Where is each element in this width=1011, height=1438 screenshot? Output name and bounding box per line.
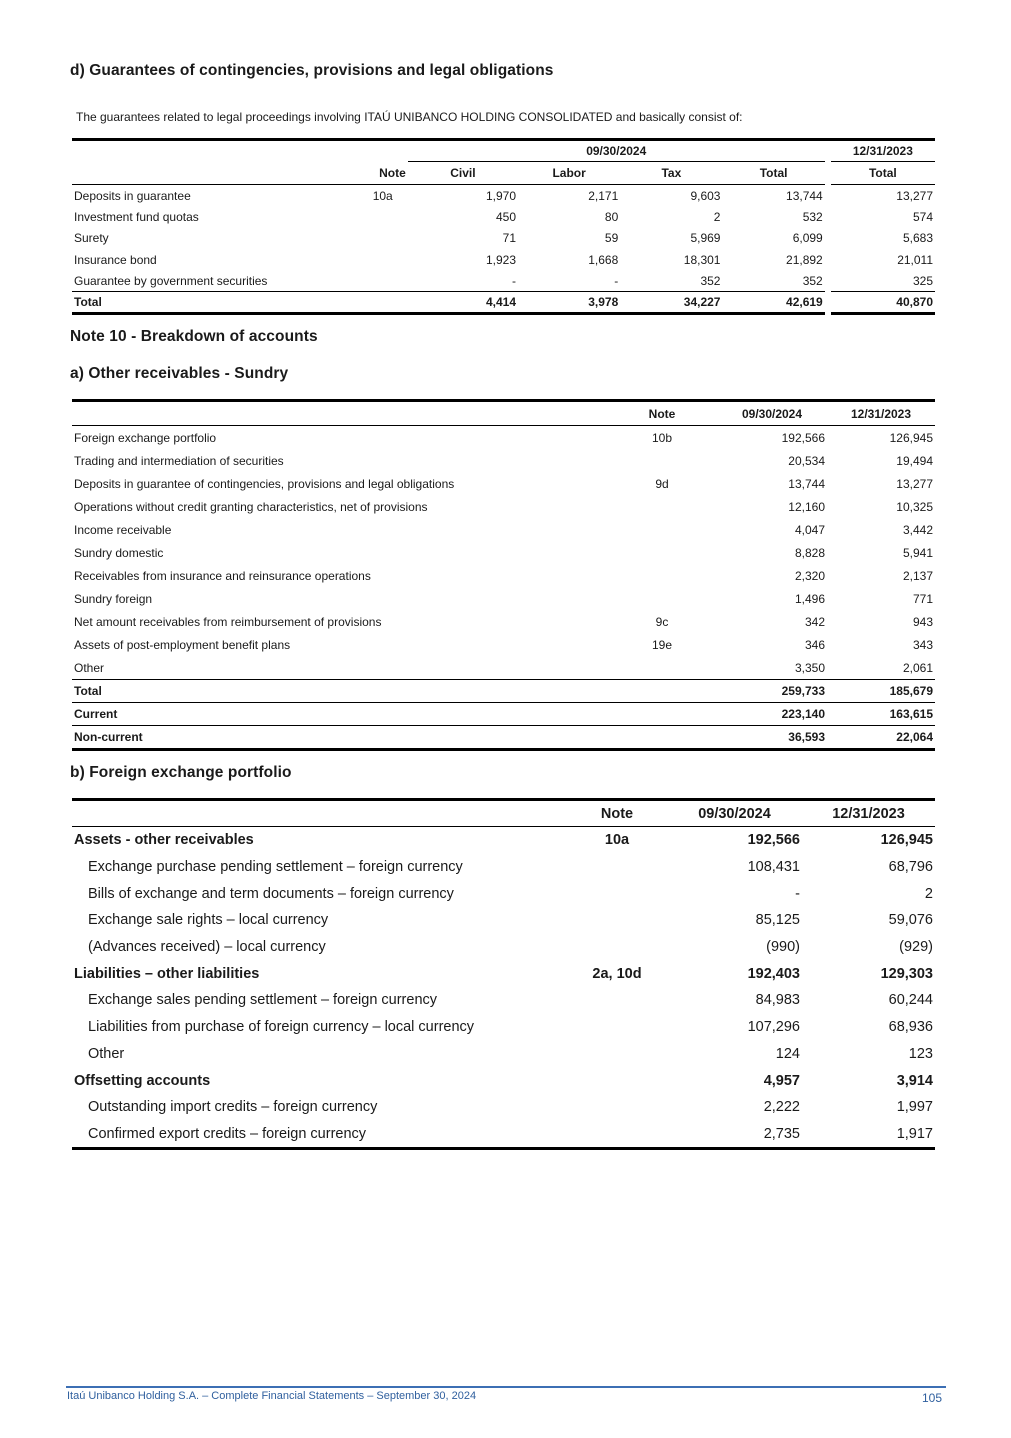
- total-prior: 185,679: [827, 680, 935, 703]
- header-label: [72, 162, 358, 185]
- row-note: [567, 1067, 667, 1094]
- row-note: [567, 1121, 667, 1149]
- row-total: 532: [802, 209, 823, 224]
- section-d-intro: The guarantees related to legal proceedings involving ITAÚ UNIBANCO HOLDING CONSOLIDATED and basically consist of:: [76, 110, 743, 124]
- row-prior: 126,945: [880, 832, 933, 849]
- table-group-row: [72, 1067, 935, 1094]
- row-current: (990): [766, 939, 800, 956]
- row-prior: 60,244: [888, 992, 933, 1009]
- row-current: 4,047: [794, 522, 825, 537]
- row-tax: 352: [700, 273, 721, 288]
- row-total: 352: [802, 273, 823, 288]
- table-row: [72, 449, 935, 472]
- total-labor: 3,978: [518, 292, 620, 314]
- row-prior-total: 325: [912, 273, 933, 288]
- row-current: 3,350: [794, 660, 825, 675]
- table-row: [72, 426, 935, 450]
- row-prior: 126,945: [889, 430, 933, 445]
- header-note: Note: [358, 162, 408, 185]
- period-prior-header: 12/31/2023: [831, 141, 935, 162]
- row-prior: 2,061: [902, 660, 933, 675]
- row-prior-total: 574: [912, 209, 933, 224]
- row-note: 2a, 10d: [592, 965, 642, 982]
- row-total: 13,744: [786, 188, 823, 203]
- row-label: Receivables from insurance and reinsurance operations: [74, 568, 371, 583]
- row-note: [567, 934, 667, 961]
- row-label: Net amount receivables from reimbursement of provisions: [74, 614, 382, 629]
- table-noncurrent-row: [72, 726, 935, 750]
- row-label: Liabilities from purchase of foreign currency – local currency: [88, 1019, 475, 1036]
- guarantees-table: [72, 138, 935, 315]
- row-civil: 450: [495, 209, 517, 224]
- table-row: [72, 934, 935, 961]
- page-number: 105: [922, 1391, 943, 1405]
- row-current: 13,744: [788, 476, 825, 491]
- row-prior: 59,076: [888, 912, 933, 929]
- row-current: 12,160: [788, 499, 825, 514]
- header-current: 09/30/2024: [667, 800, 802, 827]
- table-row: [72, 987, 935, 1014]
- period-current-header: 09/30/2024: [408, 141, 825, 162]
- table-total-row: [72, 292, 935, 314]
- row-labor: 59: [604, 231, 619, 246]
- table-row: [72, 1041, 935, 1068]
- table-row: [72, 880, 935, 907]
- row-label: Sundry domestic: [74, 545, 164, 560]
- row-prior: 343: [912, 637, 933, 652]
- table-row: [72, 1014, 935, 1041]
- row-label: Other: [74, 660, 105, 675]
- row-label: Income receivable: [74, 522, 172, 537]
- row-label: Deposits in guarantee: [74, 188, 191, 203]
- total-prior-total: 40,870: [831, 292, 935, 314]
- row-note: [358, 228, 408, 249]
- table-header: [72, 401, 935, 426]
- row-label: Investment fund quotas: [74, 209, 199, 224]
- row-note: [358, 249, 408, 270]
- row-note: 19e: [651, 637, 673, 652]
- table-row: [72, 854, 935, 881]
- row-labor: 1,668: [588, 252, 619, 267]
- row-current: 4,957: [763, 1072, 800, 1089]
- header-note: Note: [607, 401, 717, 426]
- foreign-exchange-table: [72, 798, 935, 1150]
- table-current-row: [72, 703, 935, 726]
- row-prior: 3,914: [896, 1072, 933, 1089]
- section-a-title: a) Other receivables - Sundry: [70, 365, 289, 382]
- table-row: [72, 472, 935, 495]
- row-label: Foreign exchange portfolio: [74, 430, 217, 445]
- row-label: Confirmed export credits – foreign currency: [72, 1121, 567, 1149]
- row-prior: 123: [908, 1045, 933, 1062]
- row-civil: 71: [502, 231, 517, 246]
- noncurrent-current: 36,593: [717, 726, 827, 750]
- row-prior-total: 21,011: [897, 252, 933, 267]
- table-row: [72, 495, 935, 518]
- row-note: [567, 1041, 667, 1068]
- row-current: 84,983: [755, 992, 800, 1009]
- row-note: [607, 518, 717, 541]
- table-row: [72, 587, 935, 610]
- row-current: 346: [804, 637, 825, 652]
- row-total: 21,892: [786, 252, 823, 267]
- table-row: [72, 907, 935, 934]
- row-prior: 68,936: [888, 1019, 933, 1036]
- row-note: [567, 907, 667, 934]
- row-current: 2,735: [667, 1121, 802, 1149]
- row-prior: 943: [912, 614, 933, 629]
- total-current: 259,733: [717, 680, 827, 703]
- footer-text: Itaú Unibanco Holding S.A. – Complete Financial Statements – September 30, 2024: [67, 1390, 477, 1402]
- row-label: Other: [88, 1045, 125, 1062]
- row-prior: 5,941: [902, 545, 933, 560]
- total-total: 42,619: [722, 292, 824, 314]
- table-row: [72, 270, 935, 292]
- row-total: 6,099: [792, 231, 823, 246]
- header-label: [72, 401, 607, 426]
- table-header-periods: [72, 141, 935, 162]
- row-current: 192,566: [747, 832, 800, 849]
- row-label: Offsetting accounts: [74, 1072, 211, 1089]
- row-label: Surety: [74, 231, 109, 246]
- row-label: Deposits in guarantee of contingencies, provisions and legal obligations: [74, 476, 455, 491]
- header-note: Note: [567, 800, 667, 827]
- header-prior: 12/31/2023: [827, 401, 935, 426]
- row-label: Outstanding import credits – foreign currency: [88, 1099, 378, 1116]
- total-tax: 34,227: [620, 292, 722, 314]
- row-tax: 2: [713, 209, 721, 224]
- row-note: [607, 656, 717, 680]
- row-labor: 2,171: [588, 188, 619, 203]
- total-label: Total: [72, 292, 358, 314]
- row-labor: -: [614, 273, 619, 288]
- row-prior: (929): [899, 939, 933, 956]
- row-label: Exchange sale rights – local currency: [88, 912, 329, 929]
- table-row: [72, 206, 935, 227]
- row-note: 9d: [655, 476, 669, 491]
- row-prior: 1,997: [896, 1099, 933, 1116]
- row-label: Assets - other receivables: [74, 832, 254, 849]
- row-label: Bills of exchange and term documents – foreign currency: [88, 885, 454, 902]
- row-label: (Advances received) – local currency: [88, 939, 326, 956]
- table-row: [72, 541, 935, 564]
- row-label: Liabilities – other liabilities: [74, 965, 260, 982]
- row-current: -: [795, 885, 800, 902]
- row-tax: 5,969: [690, 231, 721, 246]
- row-labor: 80: [604, 209, 619, 224]
- row-current: 8,828: [794, 545, 825, 560]
- header-labor: Labor: [518, 162, 620, 185]
- current-prior: 163,615: [827, 703, 935, 726]
- row-note: [567, 880, 667, 907]
- row-note: [607, 449, 717, 472]
- header-total: Total: [722, 162, 824, 185]
- table-row: [72, 228, 935, 249]
- row-note: [607, 564, 717, 587]
- row-note: [358, 270, 408, 292]
- row-note: 10a: [604, 832, 630, 849]
- table-row: [72, 249, 935, 270]
- section-b-title: b) Foreign exchange portfolio: [70, 764, 292, 781]
- current-label: Current: [72, 703, 607, 726]
- total-civil: 4,414: [408, 292, 518, 314]
- row-note: [567, 854, 667, 881]
- table-row: [72, 518, 935, 541]
- row-note: 10b: [651, 430, 673, 445]
- row-prior: 3,442: [902, 522, 933, 537]
- row-prior: 129,303: [880, 965, 933, 982]
- row-label: Operations without credit granting characteristics, net of provisions: [74, 499, 428, 514]
- row-note: [607, 541, 717, 564]
- row-label: Trading and intermediation of securities: [74, 453, 284, 468]
- table-row: [72, 1121, 935, 1149]
- header-prior: 12/31/2023: [802, 800, 935, 827]
- row-current: 108,431: [747, 859, 800, 876]
- table-row: [72, 610, 935, 633]
- table-group-row: [72, 827, 935, 854]
- header-prior-total: Total: [831, 162, 935, 185]
- table-header: [72, 800, 935, 827]
- row-current: 2,320: [794, 568, 825, 583]
- section-d-title: d) Guarantees of contingencies, provisions and legal obligations: [70, 62, 554, 79]
- row-prior: 2: [924, 885, 933, 902]
- row-civil: 1,923: [485, 252, 517, 267]
- row-note: [607, 495, 717, 518]
- note-10-title: Note 10 - Breakdown of accounts: [70, 328, 318, 345]
- header-civil: Civil: [408, 162, 518, 185]
- row-prior: 771: [912, 591, 933, 606]
- header-tax: Tax: [620, 162, 722, 185]
- row-current: 20,534: [788, 453, 825, 468]
- row-current: 1,496: [794, 591, 825, 606]
- row-tax: 9,603: [690, 188, 721, 203]
- row-note: [607, 587, 717, 610]
- row-current: 124: [775, 1045, 800, 1062]
- row-note: [567, 987, 667, 1014]
- row-label: Exchange sales pending settlement – foreign currency: [88, 992, 438, 1009]
- noncurrent-label: Non-current: [72, 726, 607, 750]
- noncurrent-prior: 22,064: [827, 726, 935, 750]
- table-row: [72, 564, 935, 587]
- row-prior-total: 13,277: [896, 188, 933, 203]
- row-current: 192,566: [781, 430, 825, 445]
- table-group-row: [72, 960, 935, 987]
- table-header-columns: [72, 162, 935, 185]
- row-current: 342: [804, 614, 825, 629]
- row-label: Exchange purchase pending settlement – foreign currency: [88, 859, 463, 876]
- row-note: [358, 206, 408, 227]
- row-current: 107,296: [747, 1019, 800, 1036]
- table-total-row: [72, 680, 935, 703]
- row-current: 2,222: [763, 1099, 800, 1116]
- row-label: Guarantee by government securities: [74, 273, 268, 288]
- row-label: Sundry foreign: [74, 591, 153, 606]
- row-current: 192,403: [747, 965, 800, 982]
- row-prior: 2,137: [902, 568, 933, 583]
- row-prior: 10,325: [896, 499, 933, 514]
- row-tax: 18,301: [683, 252, 721, 267]
- row-civil: -: [512, 273, 517, 288]
- table-row: [72, 185, 935, 207]
- table-row: [72, 1094, 935, 1121]
- row-civil: 1,970: [485, 188, 517, 203]
- row-prior: 19,494: [896, 453, 933, 468]
- row-prior: 13,277: [896, 476, 933, 491]
- row-prior: 68,796: [888, 859, 933, 876]
- header-current: 09/30/2024: [717, 401, 827, 426]
- row-label: Insurance bond: [74, 252, 157, 267]
- footer-divider: [66, 1386, 946, 1388]
- row-prior-total: 5,683: [902, 231, 933, 246]
- row-note: [567, 1094, 667, 1121]
- row-note: [567, 1014, 667, 1041]
- row-prior: 1,917: [802, 1121, 935, 1149]
- table-row: [72, 633, 935, 656]
- row-label: Assets of post-employment benefit plans: [74, 637, 291, 652]
- header-label: [72, 800, 567, 827]
- row-current: 85,125: [755, 912, 800, 929]
- current-current: 223,140: [717, 703, 827, 726]
- table-row: [72, 656, 935, 680]
- other-receivables-table: [72, 399, 935, 751]
- total-label: Total: [72, 680, 607, 703]
- row-note: 10a: [372, 188, 393, 203]
- row-note: 9c: [655, 614, 669, 629]
